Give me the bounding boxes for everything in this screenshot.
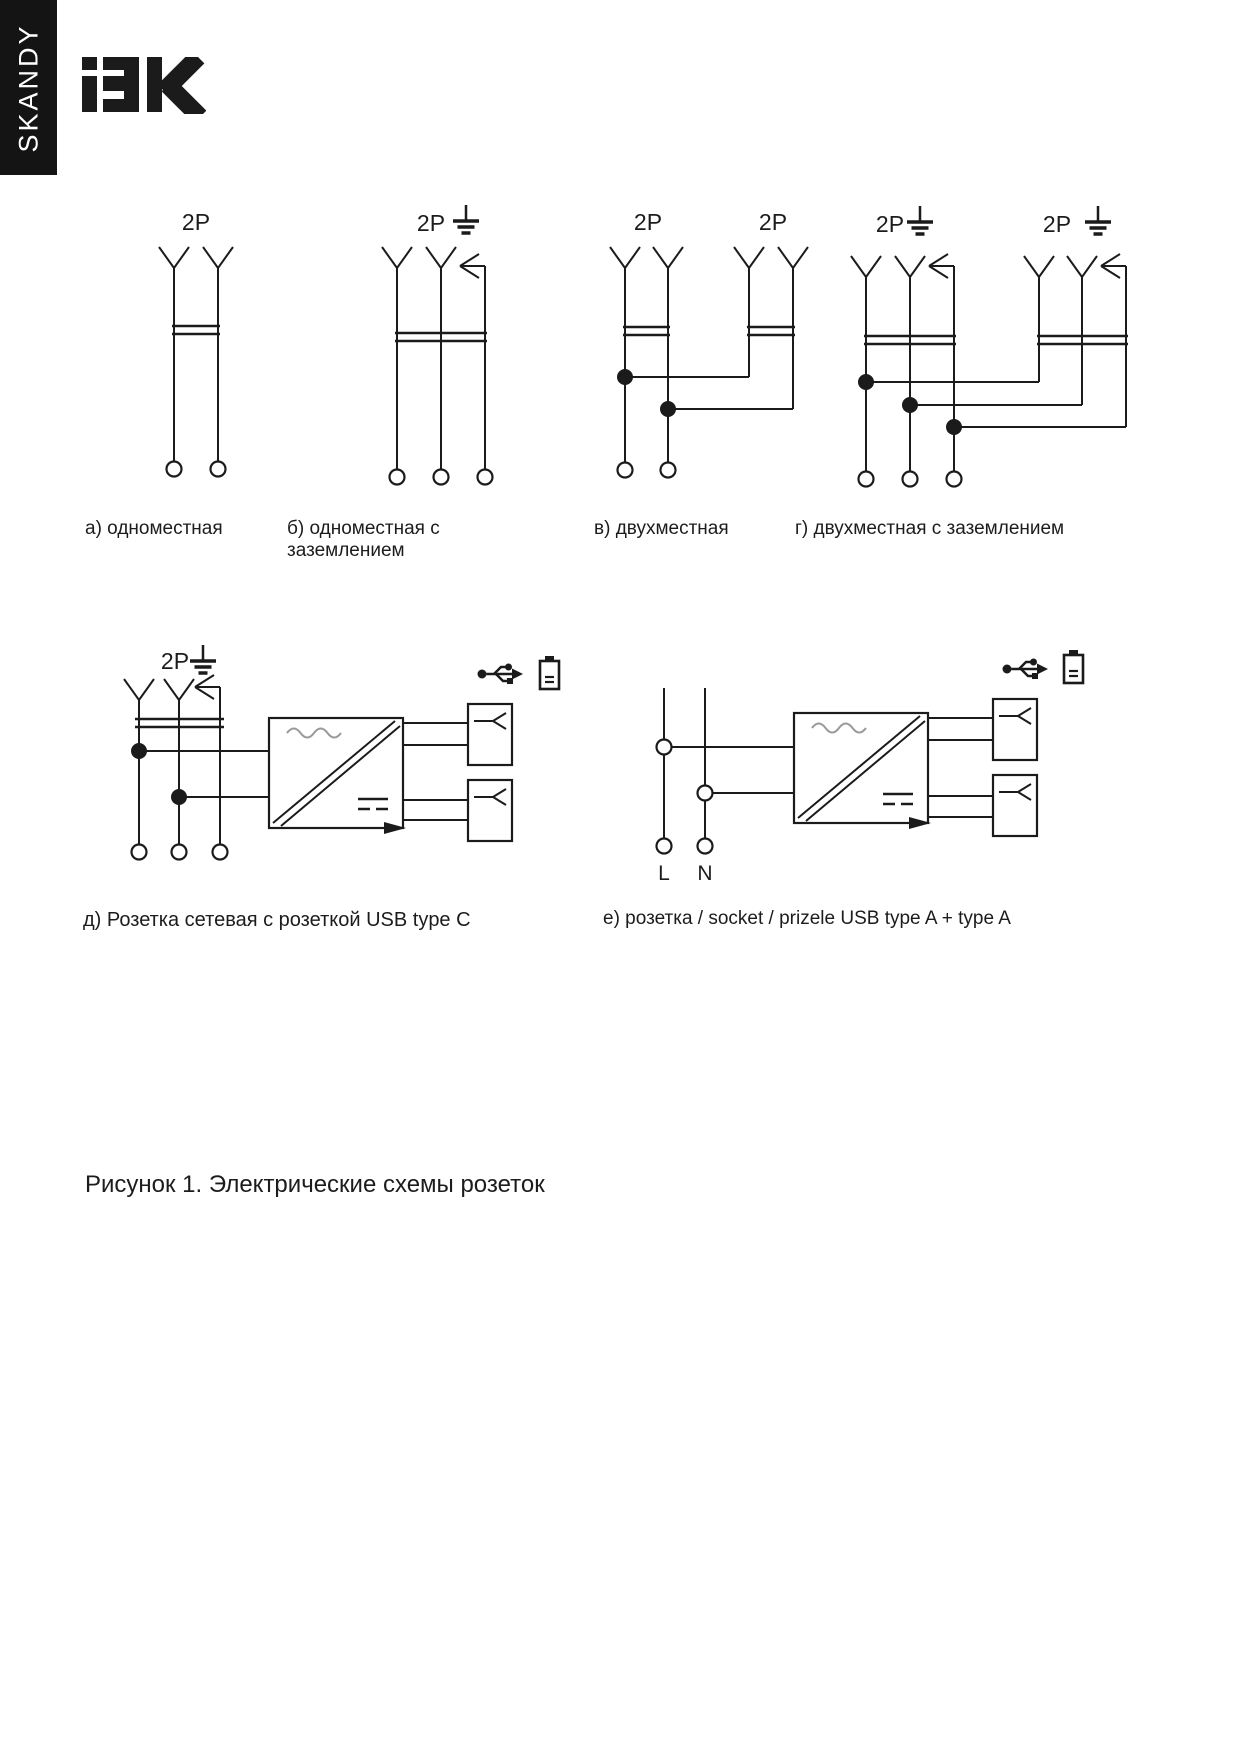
diagram-socket-usb-type-c: [124, 645, 559, 860]
ground-symbol-icon: [190, 645, 216, 673]
socket-contact-icon: [164, 679, 194, 700]
figure-caption: Рисунок 1. Электрические схемы розеток: [85, 1171, 545, 1198]
junction-dot: [660, 401, 676, 417]
socket-contact-icon: [203, 247, 233, 268]
socket-contact-icon: [734, 247, 764, 268]
socket-contact-icon: [653, 247, 683, 268]
pole-label-2p: 2P: [1042, 211, 1072, 237]
junction-dot: [902, 397, 918, 413]
line-label: L: [658, 862, 670, 885]
junction-dot: [946, 419, 962, 435]
caption-socket-usb-type-c: д) Розетка сетевая с розеткой USB type C: [83, 909, 471, 931]
socket-contact-icon: [426, 247, 456, 268]
terminal-circle: [698, 839, 713, 854]
pole-label-2p: 2P: [633, 209, 663, 235]
pole-label-2p: 2P: [160, 648, 190, 674]
ground-symbol-icon: [1085, 206, 1111, 234]
diagram-double-socket-earthed: [851, 206, 1128, 487]
brand-skandy-text: SKANDY: [13, 22, 43, 153]
pole-label-2p: 2P: [181, 209, 211, 235]
caption-double-socket-earthed: г) двухместная с заземлением: [795, 518, 1065, 539]
usb-output-port-box: [468, 704, 512, 765]
terminal-circle: [211, 462, 226, 477]
pole-label-2p: 2P: [416, 210, 446, 236]
caption-socket-usb-type-a: е) розетка / socket / prizele USB type A + type A: [603, 908, 1011, 929]
diagram-single-socket: [159, 209, 233, 477]
terminal-circle: [657, 839, 672, 854]
junction-dot: [617, 369, 633, 385]
earth-contact-arrow-icon: [1101, 254, 1126, 278]
terminal-circle: [390, 470, 405, 485]
terminal-circle: [618, 463, 633, 478]
terminal-circle: [132, 845, 147, 860]
earth-contact-arrow-icon: [195, 675, 220, 699]
diagram-single-socket-earthed: [382, 205, 493, 485]
socket-contact-icon: [124, 679, 154, 700]
junction-dot: [131, 743, 147, 759]
terminal-circle: [434, 470, 449, 485]
terminal-circle: [172, 845, 187, 860]
junction-dot: [171, 789, 187, 805]
pole-label-2p: 2P: [758, 209, 788, 235]
ground-symbol-icon: [907, 206, 933, 234]
caption-double-socket: в) двухместная: [594, 518, 729, 539]
usb-output-port-box: [993, 699, 1037, 760]
diagram-double-socket: [610, 209, 808, 478]
pole-label-2p: 2P: [875, 211, 905, 237]
terminal-circle: [167, 462, 182, 477]
battery-icon: [1064, 650, 1083, 683]
ground-symbol-icon: [453, 205, 479, 233]
terminal-circle: [213, 845, 228, 860]
socket-contact-icon: [1024, 256, 1054, 277]
socket-contact-icon: [610, 247, 640, 268]
earth-contact-arrow-icon: [460, 254, 485, 278]
ac-dc-converter-box: [794, 713, 931, 829]
usb-icon: [1003, 659, 1049, 680]
socket-contact-icon: [895, 256, 925, 277]
caption-single-socket-earthed: б) одноместная с заземлением: [287, 518, 440, 562]
socket-contact-icon: [159, 247, 189, 268]
junction-dot: [858, 374, 874, 390]
terminal-circle: [947, 472, 962, 487]
socket-contact-icon: [382, 247, 412, 268]
socket-contact-icon: [778, 247, 808, 268]
junction-circle: [698, 786, 713, 801]
usb-output-port-box: [993, 775, 1037, 836]
usb-output-port-box: [468, 780, 512, 841]
diagram-socket-usb-type-a: [657, 650, 1084, 885]
terminal-circle: [903, 472, 918, 487]
battery-icon: [540, 656, 559, 689]
junction-circle: [657, 740, 672, 755]
usb-icon: [478, 664, 524, 685]
socket-contact-icon: [851, 256, 881, 277]
ac-dc-converter-box: [269, 718, 406, 834]
terminal-circle: [859, 472, 874, 487]
caption-single-socket: а) одноместная: [85, 518, 223, 539]
terminal-circle: [478, 470, 493, 485]
socket-contact-icon: [1067, 256, 1097, 277]
neutral-label: N: [697, 862, 713, 885]
earth-contact-arrow-icon: [929, 254, 954, 278]
terminal-circle: [661, 463, 676, 478]
